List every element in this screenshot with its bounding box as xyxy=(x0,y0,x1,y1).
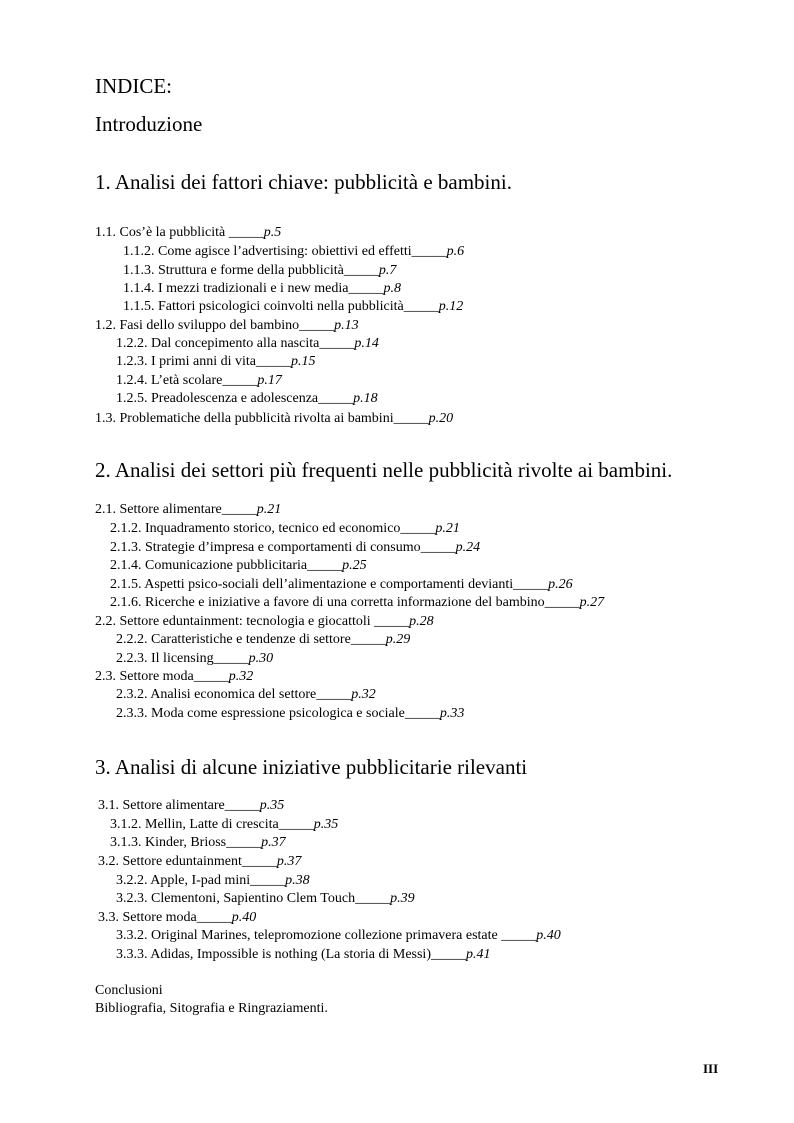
toc-entry xyxy=(116,353,315,370)
toc-entry-page: p.32 xyxy=(351,687,376,702)
toc-entry-page: p.29 xyxy=(385,632,411,647)
toc-entry xyxy=(110,834,286,851)
introduction-heading: Introduzione xyxy=(95,112,203,136)
toc-entry-page: p.41 xyxy=(465,947,491,962)
toc-entry-title: 3.1. Settore alimentare_____ xyxy=(98,798,260,813)
toc-entry xyxy=(116,946,490,963)
toc-entry-title: 3.3.3. Adidas, Impossible is nothing (La storia di Messi)_____ xyxy=(116,947,466,962)
toc-entry-page: p.30 xyxy=(248,651,274,666)
toc-entry-page: p.25 xyxy=(342,558,367,573)
toc-entry xyxy=(110,576,573,593)
toc-entry-title: 1.2.5. Preadolescenza e adolescenza_____ xyxy=(116,391,354,406)
index-title: INDICE: xyxy=(95,74,172,98)
toc-entry-page: p.35 xyxy=(313,817,339,832)
toc-entry-title: 2.1.2. Inquadramento storico, tecnico ed economico_____ xyxy=(110,521,436,536)
toc-entry xyxy=(116,686,376,703)
toc-entry xyxy=(110,539,480,556)
toc-entry-title: 2.2.2. Caratteristiche e tendenze di settore_____ xyxy=(116,632,386,647)
toc-entry-title: 2.2.3. Il licensing_____ xyxy=(116,651,249,666)
toc-entry xyxy=(95,317,359,334)
page-number: III xyxy=(703,1061,719,1076)
toc-entry-page: p.12 xyxy=(438,299,464,314)
toc-entry xyxy=(98,797,284,814)
toc-entry-title: 2.3.2. Analisi economica del settore_____ xyxy=(116,687,352,702)
toc-entry xyxy=(116,390,378,407)
toc-entry-title: 3.2. Settore eduntainment_____ xyxy=(98,854,277,869)
toc-entry-title: 2.1.5. Aspetti psico-sociali dell’alimentazione e comportamenti devianti_____ xyxy=(110,577,549,592)
section-3-heading: 3. Analisi di alcune iniziative pubblicitarie rilevanti xyxy=(95,755,528,779)
toc-entry-title: 2.2. Settore eduntainment: tecnologia e giocattoli _____ xyxy=(95,614,410,629)
toc-entry xyxy=(123,262,396,279)
toc-entry-title: 3.3.2. Original Marines, telepromozione collezione primavera estate _____ xyxy=(116,928,537,943)
toc-entry-title: 1.2.4. L’età scolare_____ xyxy=(116,373,258,388)
toc-entry-title: 1.1.4. I mezzi tradizionali e i new media_____ xyxy=(123,281,384,296)
toc-entry-title: 3.1.3. Kinder, Brioss_____ xyxy=(110,835,262,850)
toc-entry-title: 3.1.2. Mellin, Latte di crescita_____ xyxy=(110,817,314,832)
toc-entry xyxy=(110,557,367,574)
toc-entry-page: p.28 xyxy=(409,614,434,629)
toc-entry xyxy=(116,631,410,648)
toc-entry xyxy=(123,243,464,260)
toc-entry-page: p.21 xyxy=(256,502,282,517)
toc-entry-page: p.35 xyxy=(259,798,285,813)
toc-entry-page: p.39 xyxy=(390,891,415,906)
toc-entry xyxy=(98,853,301,870)
section-2-heading: 2. Analisi dei settori più frequenti nelle pubblicità rivolte ai bambini. xyxy=(95,458,673,482)
toc-entry-title: 1.1.3. Struttura e forme della pubblicità_____ xyxy=(123,263,379,278)
toc-entry-title: 1.2. Fasi dello sviluppo del bambino_____ xyxy=(95,318,335,333)
toc-entry-title: 1.2.2. Dal concepimento alla nascita_____ xyxy=(116,336,355,351)
toc-entry-page: p.5 xyxy=(263,225,282,240)
toc-entry xyxy=(116,705,464,722)
toc-entry xyxy=(95,501,281,518)
toc-entry-page: p.21 xyxy=(435,521,460,536)
toc-entry xyxy=(110,816,338,833)
toc-entry xyxy=(116,927,561,944)
toc-entry xyxy=(110,594,604,611)
toc-entry-title: 3.2.2. Apple, I-pad mini_____ xyxy=(116,873,286,888)
section-1-heading: 1. Analisi dei fattori chiave: pubblicità e bambini. xyxy=(95,170,512,194)
bibliography-entry: Bibliografia, Sitografia e Ringraziamenti. xyxy=(95,1001,328,1016)
toc-entry xyxy=(116,372,282,389)
toc-entry-page: p.18 xyxy=(353,391,378,406)
toc-entry-page: p.37 xyxy=(276,854,302,869)
conclusions-entry: Conclusioni xyxy=(95,983,163,998)
toc-entry-page: p.17 xyxy=(257,373,282,388)
toc-entry-page: p.37 xyxy=(261,835,286,850)
toc-entry-title: 3.2.3. Clementoni, Sapientino Clem Touch_____ xyxy=(116,891,391,906)
toc-entry-page: p.33 xyxy=(439,706,465,721)
toc-entry xyxy=(123,298,463,315)
toc-entry xyxy=(116,890,415,907)
toc-entry-title: 2.1.4. Comunicazione pubblicitaria_____ xyxy=(110,558,343,573)
toc-entry-page: p.6 xyxy=(446,244,465,259)
toc-entry-page: p.13 xyxy=(334,318,359,333)
toc-entry-page: p.38 xyxy=(285,873,310,888)
toc-entry-page: p.26 xyxy=(548,577,573,592)
toc-entry-page: p.20 xyxy=(428,411,454,426)
toc-entry-page: p.14 xyxy=(354,336,379,351)
toc-entry xyxy=(123,280,401,297)
toc-entry-page: p.40 xyxy=(231,910,257,925)
toc-entry-title: 1.1.5. Fattori psicologici coinvolti nella pubblicità_____ xyxy=(123,299,439,314)
toc-entry-title: 2.3. Settore moda_____ xyxy=(95,669,229,684)
toc-entry-title: 1.3. Problematiche della pubblicità rivolta ai bambini_____ xyxy=(95,411,429,426)
toc-entry-title: 2.3.3. Moda come espressione psicologica e sociale_____ xyxy=(116,706,440,721)
toc-entry xyxy=(116,650,273,667)
toc-entry-page: p.15 xyxy=(290,354,316,369)
toc-entry xyxy=(95,668,253,685)
toc-entry-page: p.40 xyxy=(536,928,561,943)
toc-entry-title: 3.3. Settore moda_____ xyxy=(98,910,232,925)
toc-entry xyxy=(95,410,453,427)
toc-entry-title: 1.1. Cos’è la pubblicità _____ xyxy=(95,225,264,240)
toc-entry-title: 2.1.6. Ricerche e iniziative a favore di una corretta informazione del bambino_____ xyxy=(110,595,580,610)
toc-entry-page: p.27 xyxy=(579,595,605,610)
toc-entry xyxy=(110,520,460,537)
toc-entry xyxy=(95,613,434,630)
toc-entry-title: 2.1.3. Strategie d’impresa e comportamenti di consumo_____ xyxy=(110,540,456,555)
toc-entry xyxy=(116,335,379,352)
toc-entry xyxy=(116,872,310,889)
toc-entry-title: 2.1. Settore alimentare_____ xyxy=(95,502,257,517)
toc-entry xyxy=(98,909,256,926)
toc-entry-page: p.7 xyxy=(378,263,397,278)
toc-entry-title: 1.1.2. Come agisce l’advertising: obiettivi ed effetti_____ xyxy=(123,244,447,259)
toc-entry-title: 1.2.3. I primi anni di vita_____ xyxy=(116,354,291,369)
toc-entry-page: p.24 xyxy=(455,540,481,555)
toc-entry xyxy=(95,224,281,241)
toc-entry-page: p.32 xyxy=(228,669,254,684)
toc-entry-page: p.8 xyxy=(383,281,401,296)
